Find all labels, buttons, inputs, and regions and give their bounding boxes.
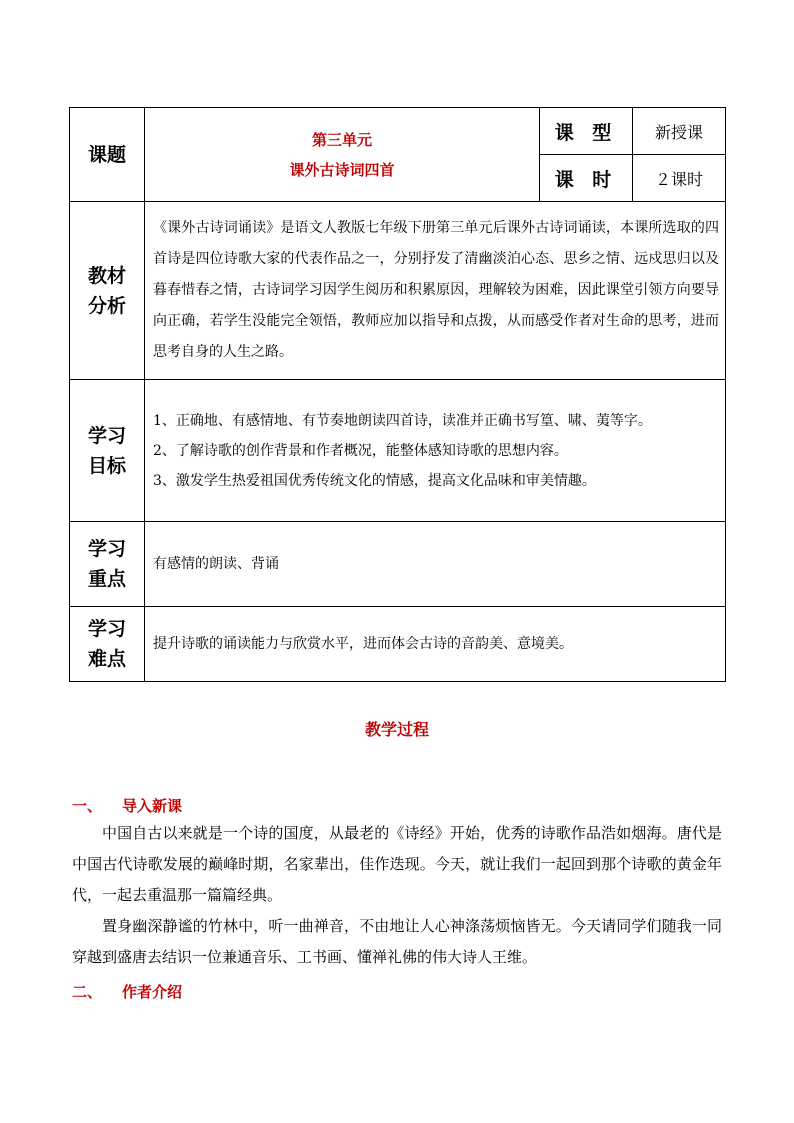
difficulty-text: 提升诗歌的诵读能力与欣赏水平，进而体会古诗的音韵美、意境美。 [145,607,726,682]
hours-value: ２课时 [633,155,726,202]
topic-label: 课题 [70,108,145,202]
goals-list [145,380,726,522]
material-analysis-text: 《课外古诗词诵读》是语文人教版七年级下册第三单元后课外古诗词诵读，本课所选取的四首诗是四位诗歌大家的代表作品之一，分别抒发了清幽淡泊心态、思乡之情、远戍思归以及暮春惜春之情，古诗词学习因学生阅历和积累原因，理解较为困难，因此课堂引领方向要导向正确，若学生没能完全领悟，教师应加以指导和点拨，从而感受作者对生命的思考，进而思考自身的人生之路。 [145,202,726,380]
lesson-plan-table [69,107,726,682]
section-heading-intro [72,795,182,816]
section-number: 二、 [72,983,103,1001]
section-title: 作者介绍 [122,983,183,1001]
lesson-name: 课外古诗词四首 [289,160,395,179]
goal-item: 2、了解诗歌的创作背景和作者概况，能整体感知诗歌的思想内容。 [153,442,568,459]
lesson-title [145,108,540,202]
goal-item: 3、激发学生热爱祖国优秀传统文化的情感，提高文化品味和审美情趣。 [153,472,596,489]
key-points-label: 学习 重点 [70,522,145,607]
difficulty-label: 学习 难点 [70,607,145,682]
goals-label: 学习 目标 [70,380,145,522]
section-number: 一、 [72,797,103,815]
key-points-text: 有感情的朗读、背诵 [145,522,726,607]
unit-title: 第三单元 [311,130,372,149]
intro-paragraph-2: 置身幽深静谧的竹林中，听一曲禅音，不由地让人心神涤荡烦恼皆无。今天请同学们随我一同穿越到盛唐去结识一位兼通音乐、工书画、懂禅礼佛的伟大诗人王维。 [72,917,722,966]
course-type-label: 课 型 [540,108,633,155]
course-type-value: 新授课 [633,108,726,155]
hours-label: 课 时 [540,155,633,202]
material-label: 教材 分析 [70,202,145,380]
section-heading-author [72,981,182,1002]
section-title: 导入新课 [122,797,183,815]
intro-paragraph-1: 中国自古以来就是一个诗的国度，从最老的《诗经》开始，优秀的诗歌作品浩如烟海。唐代是中国古代诗歌发展的巅峰时期，名家辈出，佳作迭现。今天，就让我们一起回到那个诗歌的黄金年代，一起去重温那一篇篇经典。 [72,824,722,904]
goal-item: 1、正确地、有感情地、有节奏地朗读四首诗，读准并正确书写篁、啸、荑等字。 [153,412,652,429]
process-title: 教学过程 [364,720,429,739]
